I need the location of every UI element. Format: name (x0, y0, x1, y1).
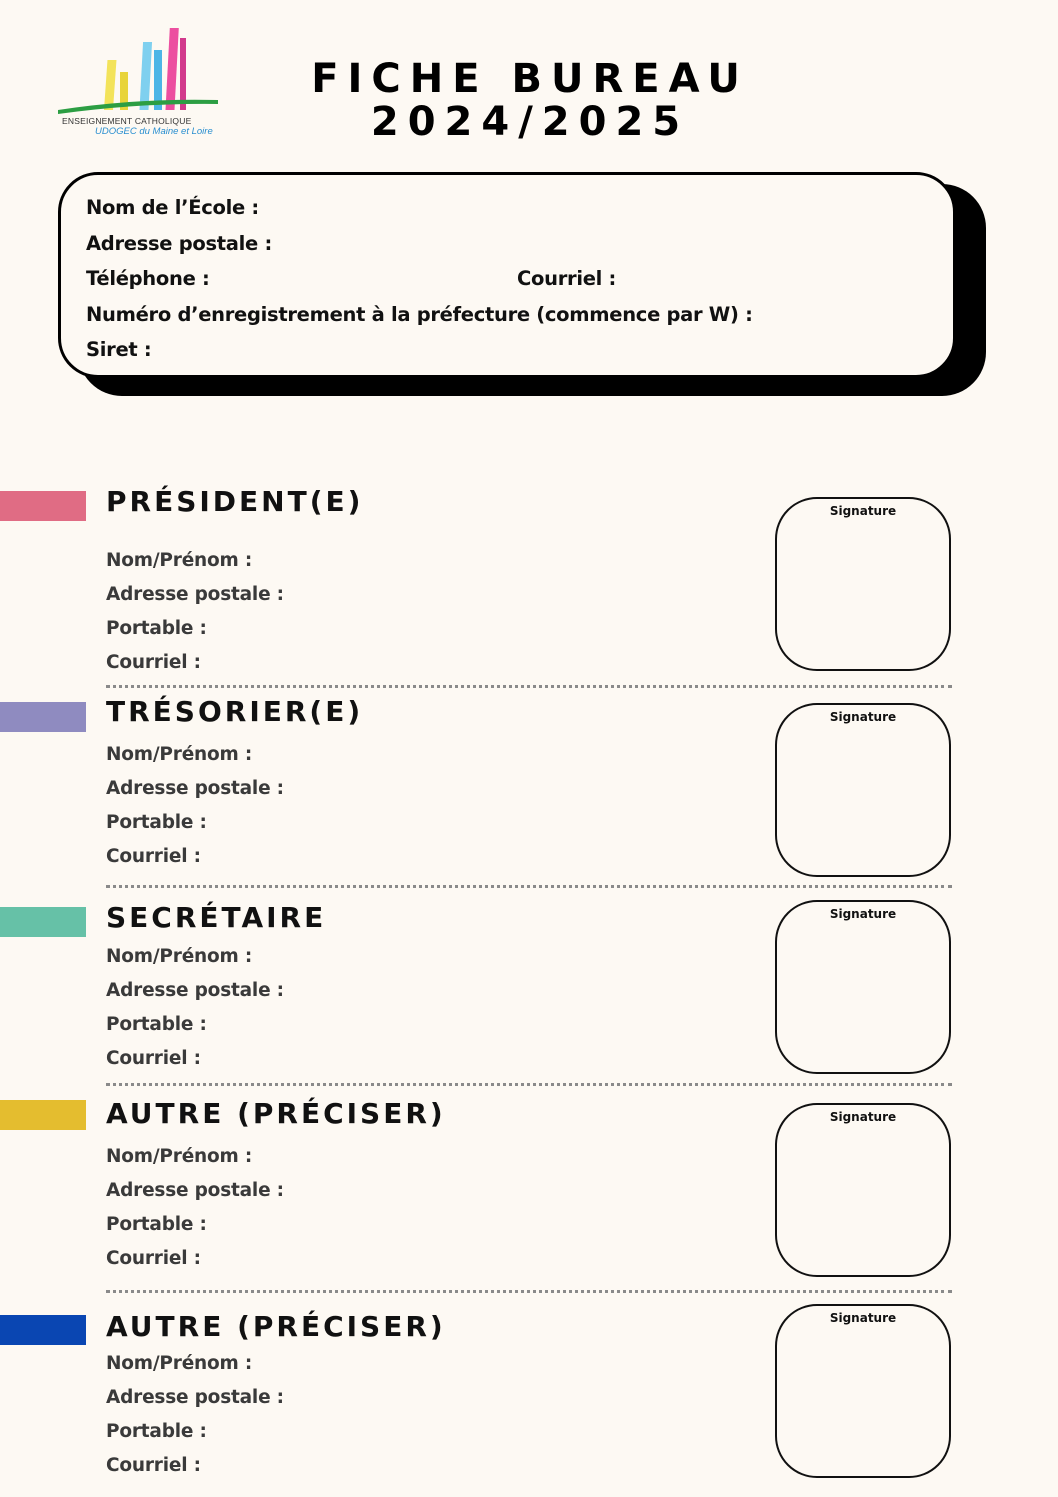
section-title-other-1: AUTRE (PRÉCISER) (106, 1097, 446, 1130)
logo-text-line2: UDOGEC du Maine et Loire (95, 126, 213, 137)
other2-address-label: Adresse postale : (106, 1387, 284, 1408)
secretary-mobile-label: Portable : (106, 1014, 207, 1035)
page-year: 2024/2025 (370, 99, 690, 145)
section-title-treasurer: TRÉSORIER(E) (106, 695, 364, 728)
school-registration-label: Numéro d’enregistrement à la préfecture (commence par W) : (86, 303, 753, 326)
other2-mobile-label: Portable : (106, 1421, 207, 1442)
school-name-label: Nom de l’École : (86, 196, 259, 219)
section-title-other-2: AUTRE (PRÉCISER) (106, 1310, 446, 1343)
signature-label: Signature (829, 1110, 897, 1124)
other1-address-label: Adresse postale : (106, 1180, 284, 1201)
section-divider (106, 1083, 952, 1086)
logo-text-line1: ENSEIGNEMENT CATHOLIQUE (62, 116, 192, 126)
secretary-address-label: Adresse postale : (106, 980, 284, 1001)
section-divider (106, 685, 952, 688)
other1-mobile-label: Portable : (106, 1214, 207, 1235)
treasurer-mobile-label: Portable : (106, 812, 207, 833)
other2-signature-box[interactable] (775, 1304, 951, 1478)
section-color-bar (0, 1315, 86, 1345)
section-color-bar (0, 1100, 86, 1130)
treasurer-address-label: Adresse postale : (106, 778, 284, 799)
school-email-label: Courriel : (517, 267, 617, 290)
secretary-email-label: Courriel : (106, 1048, 201, 1069)
school-siret-label: Siret : (86, 338, 152, 361)
signature-label: Signature (829, 710, 897, 724)
treasurer-signature-box[interactable] (775, 703, 951, 877)
president-email-label: Courriel : (106, 652, 201, 673)
section-divider (106, 1290, 952, 1293)
treasurer-name-label: Nom/Prénom : (106, 744, 253, 765)
signature-label: Signature (829, 1311, 897, 1325)
school-phone-label: Téléphone : (86, 267, 210, 290)
section-divider (106, 885, 952, 888)
other1-name-label: Nom/Prénom : (106, 1146, 253, 1167)
other2-email-label: Courriel : (106, 1455, 201, 1476)
section-title-president: PRÉSIDENT(E) (106, 485, 364, 518)
secretary-signature-box[interactable] (775, 900, 951, 1074)
president-name-label: Nom/Prénom : (106, 550, 253, 571)
other2-name-label: Nom/Prénom : (106, 1353, 253, 1374)
signature-label: Signature (829, 504, 897, 518)
signature-label: Signature (829, 907, 897, 921)
other1-signature-box[interactable] (775, 1103, 951, 1277)
section-color-bar (0, 702, 86, 732)
president-signature-box[interactable] (775, 497, 951, 671)
school-address-label: Adresse postale : (86, 232, 272, 255)
president-address-label: Adresse postale : (106, 584, 284, 605)
section-title-secretary: SECRÉTAIRE (106, 901, 327, 934)
treasurer-email-label: Courriel : (106, 846, 201, 867)
president-mobile-label: Portable : (106, 618, 207, 639)
secretary-name-label: Nom/Prénom : (106, 946, 253, 967)
section-color-bar (0, 907, 86, 937)
other1-email-label: Courriel : (106, 1248, 201, 1269)
page-title: FICHE BUREAU (311, 56, 749, 102)
section-color-bar (0, 491, 86, 521)
